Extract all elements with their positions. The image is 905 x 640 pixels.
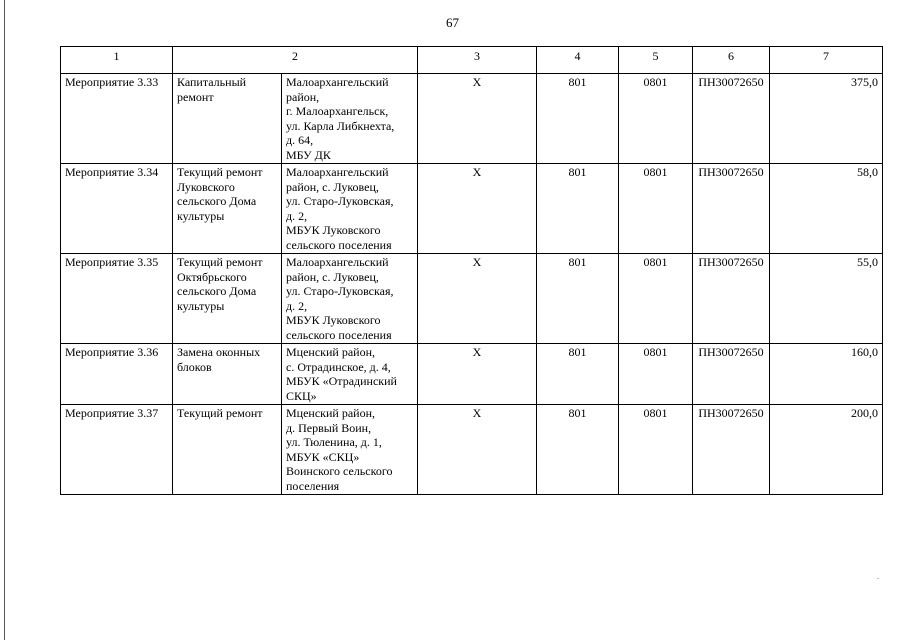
work-type-cell-line: блоков [177,359,212,374]
col5-cell: 0801 [619,405,693,495]
object-cell-line: с. Отрадинское, д. 4, [286,359,391,374]
object-cell-line: ул. Старо-Луковская, [286,194,394,208]
object-cell-line: СКЦ» [286,388,317,403]
event-cell: Мероприятие 3.33 [61,74,173,164]
object-cell-line: Воинского сельского [286,464,393,478]
object-cell [282,74,418,164]
object-cell-line: г. Малоархангельск, [286,104,389,118]
object-cell-line: МБУК «СКЦ» [286,449,360,464]
object-cell-line: д. 2, [286,208,308,223]
event-cell: Мероприятие 3.35 [61,254,173,344]
work-type-cell-line: Луковского [177,179,235,194]
work-type-cell-line: культуры [177,208,225,223]
col4-cell: 801 [537,164,619,254]
object-cell-line: район, с. Луковец, [286,179,379,194]
col3-cell: Х [418,254,537,344]
object-cell-line: МБУК «Отрадинский [286,374,397,388]
object-cell [282,405,418,495]
table-row [61,164,883,254]
work-type-cell-line: сельского Дома [177,194,257,208]
work-type-cell-line: Текущий ремонт [177,406,263,420]
col6-cell: ПН30072650 [693,254,770,344]
object-cell-line: сельского поселения [286,327,392,342]
work-type-cell-line: сельского Дома [177,284,257,298]
col5-cell: 0801 [619,74,693,164]
work-type-cell [173,405,282,495]
col4-cell: 801 [537,405,619,495]
col6-cell: ПН30072650 [693,164,770,254]
object-cell-line: Мценский район, [286,406,376,420]
object-cell [282,254,418,344]
amount-cell: 55,0 [770,254,883,344]
object-cell-line: район, [286,89,320,104]
budget-table [60,46,883,495]
header-col-5: 5 [619,47,693,74]
work-type-cell-line: Октябрьского [177,269,247,284]
object-cell-line: район, с. Луковец, [286,269,379,284]
left-margin-rule [4,0,5,640]
object-cell-line: сельского поселения [286,237,392,252]
header-col-3: 3 [418,47,537,74]
work-type-cell-line: культуры [177,298,225,313]
object-cell-line: МБУК Луковского [286,223,381,237]
object-cell-line: ул. Карла Либкнехта, [286,118,395,133]
col4-cell: 801 [537,344,619,405]
col6-cell: ПН30072650 [693,74,770,164]
object-cell-line: Малоархангельский [286,75,389,89]
col4-cell: 801 [537,254,619,344]
col5-cell: 0801 [619,344,693,405]
amount-cell: 200,0 [770,405,883,495]
header-row [61,47,883,74]
amount-cell: 160,0 [770,344,883,405]
work-type-cell-line: Текущий ремонт [177,165,263,179]
table-row [61,405,883,495]
object-cell-line: д. Первый Воин, [286,420,372,435]
object-cell-line: ул. Старо-Луковская, [286,284,394,298]
work-type-cell [173,254,282,344]
col6-cell: ПН30072650 [693,344,770,405]
col5-cell: 0801 [619,254,693,344]
page-number: 67 [446,15,459,30]
object-cell-line: д. 64, [286,133,314,147]
work-type-cell-line: Замена оконных [177,345,261,359]
col6-cell: ПН30072650 [693,405,770,495]
object-cell [282,344,418,405]
col3-cell: Х [418,164,537,254]
col4-cell: 801 [537,74,619,164]
object-cell-line: Малоархангельский [286,165,389,179]
header-col-4: 4 [537,47,619,74]
work-type-cell-line: Капитальный [177,75,247,89]
header-col-1: 1 [61,47,173,74]
amount-cell: 58,0 [770,164,883,254]
object-cell-line: МБУК Луковского [286,313,381,327]
work-type-cell [173,74,282,164]
object-cell [282,164,418,254]
object-cell-line: Малоархангельский [286,255,389,269]
object-cell-line: д. 2, [286,298,308,313]
work-type-cell-line: Текущий ремонт [177,255,263,269]
event-cell: Мероприятие 3.36 [61,344,173,405]
col3-cell: Х [418,405,537,495]
header-col-7: 7 [770,47,883,74]
table-row [61,344,883,405]
col3-cell: Х [418,74,537,164]
event-cell: Мероприятие 3.34 [61,164,173,254]
scan-speck [877,578,879,579]
object-cell-line: поселения [286,478,340,493]
table-row [61,74,883,164]
col3-cell: Х [418,344,537,405]
object-cell-line: МБУ ДК [286,147,331,162]
work-type-cell [173,164,282,254]
object-cell-line: ул. Тюленина, д. 1, [286,435,382,449]
work-type-cell [173,344,282,405]
header-col-2: 2 [173,47,418,74]
col5-cell: 0801 [619,164,693,254]
work-type-cell-line: ремонт [177,89,214,104]
object-cell-line: Мценский район, [286,345,376,359]
event-cell: Мероприятие 3.37 [61,405,173,495]
table-row [61,254,883,344]
header-col-6: 6 [693,47,770,74]
amount-cell: 375,0 [770,74,883,164]
